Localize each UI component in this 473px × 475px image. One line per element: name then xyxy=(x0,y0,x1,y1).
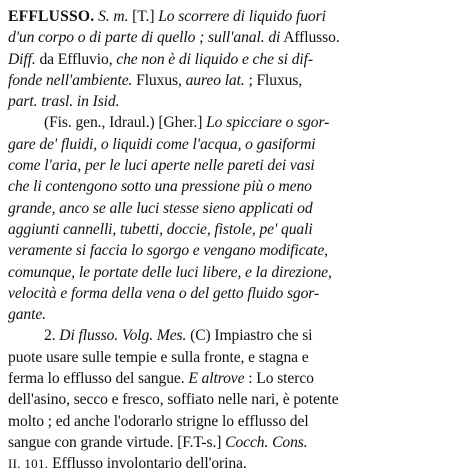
entry-text-segment: grande, anco se alle luci stesse sieno applicati od xyxy=(8,199,313,217)
entry-text-segment: aureo lat. xyxy=(185,71,245,89)
entry-line xyxy=(8,219,463,240)
entry-line xyxy=(8,6,463,27)
entry-text-segment: Fluxus, xyxy=(132,71,186,89)
entry-line xyxy=(8,304,463,325)
entry-text-segment: puote usare sulle tempie e sulla fronte, e stagna e xyxy=(8,348,309,366)
entry-text-segment: come l'aria, per le luci aperte nelle pareti dei vasi xyxy=(8,157,315,175)
entry-text-segment: 2. xyxy=(44,327,60,345)
entry-text-segment: velocità e forma della vena o del getto fluido sgor- xyxy=(8,284,320,302)
entry-text-segment: dell'asino, secco e fresco, soffiato nelle nari, è potente xyxy=(8,391,339,409)
entry-line xyxy=(8,389,463,410)
entry-line xyxy=(8,134,463,155)
entry-text-segment: molto ; ed anche l'odorarlo strigne lo efflusso del xyxy=(8,412,309,430)
entry-line xyxy=(8,112,463,133)
entry-text-segment: che li contengono sotto una pressione più o meno xyxy=(8,178,312,196)
entry-text-segment: Efflusso involontario dell'orina. xyxy=(48,455,247,473)
entry-text-segment: d'un corpo o di parte di quello ; sull'anal. di xyxy=(8,29,281,47)
entry-line xyxy=(8,411,463,432)
entry-text-segment: gare de' fluidi, o liquidi come l'acqua, o gasiformi xyxy=(8,135,316,153)
entry-line xyxy=(8,325,463,346)
entry-line xyxy=(8,91,463,112)
entry-text-segment: (Fis. gen., Idraul.) [Gher.] xyxy=(44,114,207,132)
entry-text-segment: Diff. xyxy=(8,50,36,68)
entry-text-segment: part. trasl. in Isid. xyxy=(8,93,120,111)
entry-line xyxy=(8,198,463,219)
entry-line xyxy=(8,432,463,453)
entry-line xyxy=(8,155,463,176)
entry-text-segment: S. m. xyxy=(98,8,129,25)
entry-text-segment: comunque, le portate delle luci libere, e la direzione, xyxy=(8,263,332,281)
entry-text-segment: veramente si faccia lo sgorgo e vengano modificate, xyxy=(8,242,328,260)
entry-text-segment: , che non è di liquido e che si dif- xyxy=(108,50,313,68)
headword: EFFLUSSO. xyxy=(8,8,95,25)
entry-text-segment: Volg. Mes. xyxy=(121,327,187,345)
entry-text-segment: : Lo sterco xyxy=(244,370,314,388)
entry-text-segment: Cocch. Cons. xyxy=(225,433,308,451)
entry-text-segment: Effluvio xyxy=(57,50,109,68)
entry-line xyxy=(8,283,463,304)
entry-line xyxy=(8,347,463,368)
entry-text-segment: Di flusso. xyxy=(59,327,119,345)
entry-line xyxy=(8,240,463,261)
entry-line xyxy=(8,49,463,70)
entry-text-segment: [T.] xyxy=(128,8,159,25)
entry-text-segment: fonde nell'ambiente. xyxy=(8,71,133,89)
entry-text-segment: Afflusso. xyxy=(280,29,340,47)
entry-text xyxy=(8,6,463,475)
entry-line xyxy=(8,176,463,197)
entry-text-segment: ferma lo efflusso del sangue. xyxy=(8,370,189,388)
entry-line xyxy=(8,368,463,389)
entry-line xyxy=(8,453,463,474)
entry-text-segment: sangue con grande virtude. [F.T-s.] xyxy=(8,433,226,451)
entry-text-segment: Lo spicciare o sgor- xyxy=(206,114,330,132)
entry-line xyxy=(8,262,463,283)
entry-line xyxy=(8,70,463,91)
entry-text-segment: gante. xyxy=(8,306,46,324)
entry-text-segment: E altrove xyxy=(188,370,245,388)
entry-text-segment: (C) Impiastro che si xyxy=(186,327,313,345)
entry-text-segment: aggiunti cannelli, tubetti, doccie, fistole, pe' quali xyxy=(8,220,313,238)
entry-text-segment: II. 101. xyxy=(8,456,49,472)
entry-text-segment: Lo scorrere di liquido fuori xyxy=(158,8,326,25)
entry-text-segment: ; Fluxus, xyxy=(244,71,303,89)
entry-line xyxy=(8,27,463,48)
entry-text-segment: da xyxy=(35,50,58,68)
